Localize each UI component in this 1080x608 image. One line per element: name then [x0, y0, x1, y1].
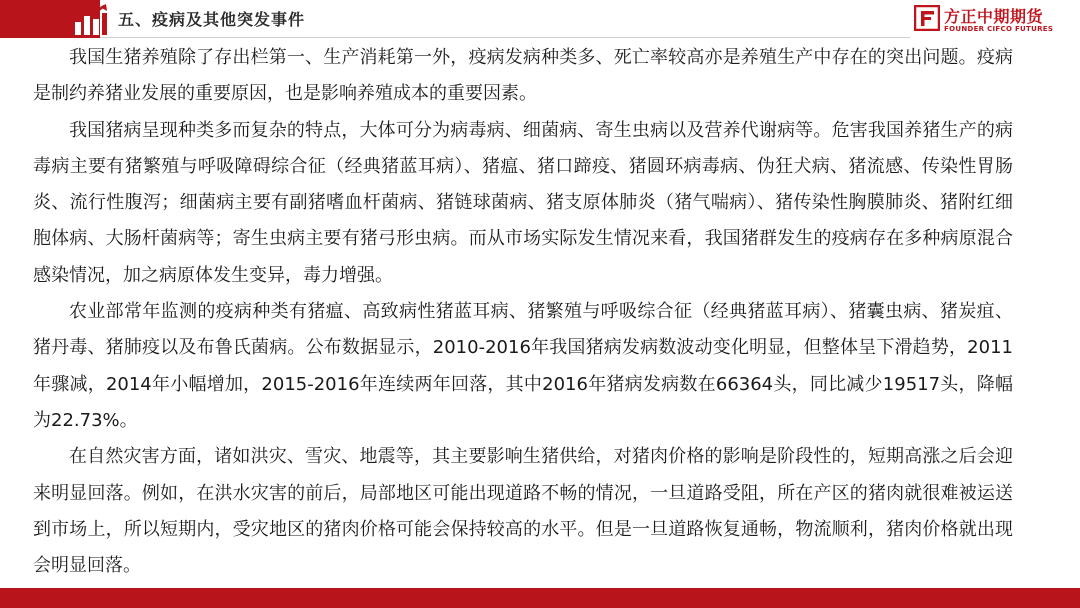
slide-body [33, 40, 1013, 584]
brand-name-cn: 方正中期期货 [944, 7, 1044, 26]
paragraph-1: 我国生猪养殖除了存出栏第一、生产消耗第一外，疫病发病种类多、死亡率较高亦是养殖生产中存在的突出问题。疫病是制约养猪业发展的重要原因，也是影响养殖成本的重要因素。 [33, 47, 1013, 105]
slide-header [0, 0, 1080, 40]
company-logo [914, 3, 1066, 37]
paragraph-2: 我国猪病呈现种类多而复杂的特点，大体可分为病毒病、细菌病、寄生虫病以及营养代谢病等。危害我国养猪生产的病毒病主要有猪繁殖与呼吸障碍综合征（经典猪蓝耳病）、猪瘟、猪口蹄疫、猪圆环病毒病、伪狂犬病、猪流感、传染性胃肠炎、流行性腹泻；细菌病主要有副猪嗜血杆菌病、猪链球菌病、猪支原体肺炎（猪气喘病）、猪传染性胸膜肺炎、猪附红细胞体病、大肠杆菌病等；寄生虫病主要有猪弓形虫病。而从市场实际发生情况来看，我国猪群发生的疫病存在多种病原混合感染情况，加之病原体发生变异，毒力增强。 [33, 119, 1013, 286]
header-divider [100, 37, 910, 38]
footer-accent-bar [0, 588, 1080, 608]
paragraph-4: 在自然灾害方面，诸如洪灾、雪灾、地震等，其主要影响生猪供给，对猪肉价格的影响是阶段性的，短期高涨之后会迎来明显回落。例如，在洪水灾害的前后，局部地区可能出现道路不畅的情况，一旦道路受阻，所在产区的猪肉就很难被运送到市场上，所以短期内，受灾地区的猪肉价格可能会保持较高的水平。但是一旦道路恢复通畅，物流顺利，猪肉价格就出现会明显回落。 [33, 446, 1013, 577]
brand-name-en: FOUNDER CIFCO FUTURES [944, 25, 1054, 33]
section-title: 五、疫病及其他突发事件 [118, 10, 306, 29]
paragraph-3: 农业部常年监测的疫病种类有猪瘟、高致病性猪蓝耳病、猪繁殖与呼吸综合征（经典猪蓝耳病）、猪囊虫病、猪炭疽、猪丹毒、猪肺疫以及布鲁氏菌病。公布数据显示，2010-2016年我国猪病发病数波动变化明显，但整体呈下滑趋势，2011年骤减，2014年小幅增加，2015-2016年连续两年回落，其中2016年猪病发病数在66364头，同比减少19517头，降幅为22.73%。 [33, 301, 1013, 431]
brand-f-icon [914, 5, 940, 31]
bar-chart-arrow-icon [72, 4, 108, 36]
